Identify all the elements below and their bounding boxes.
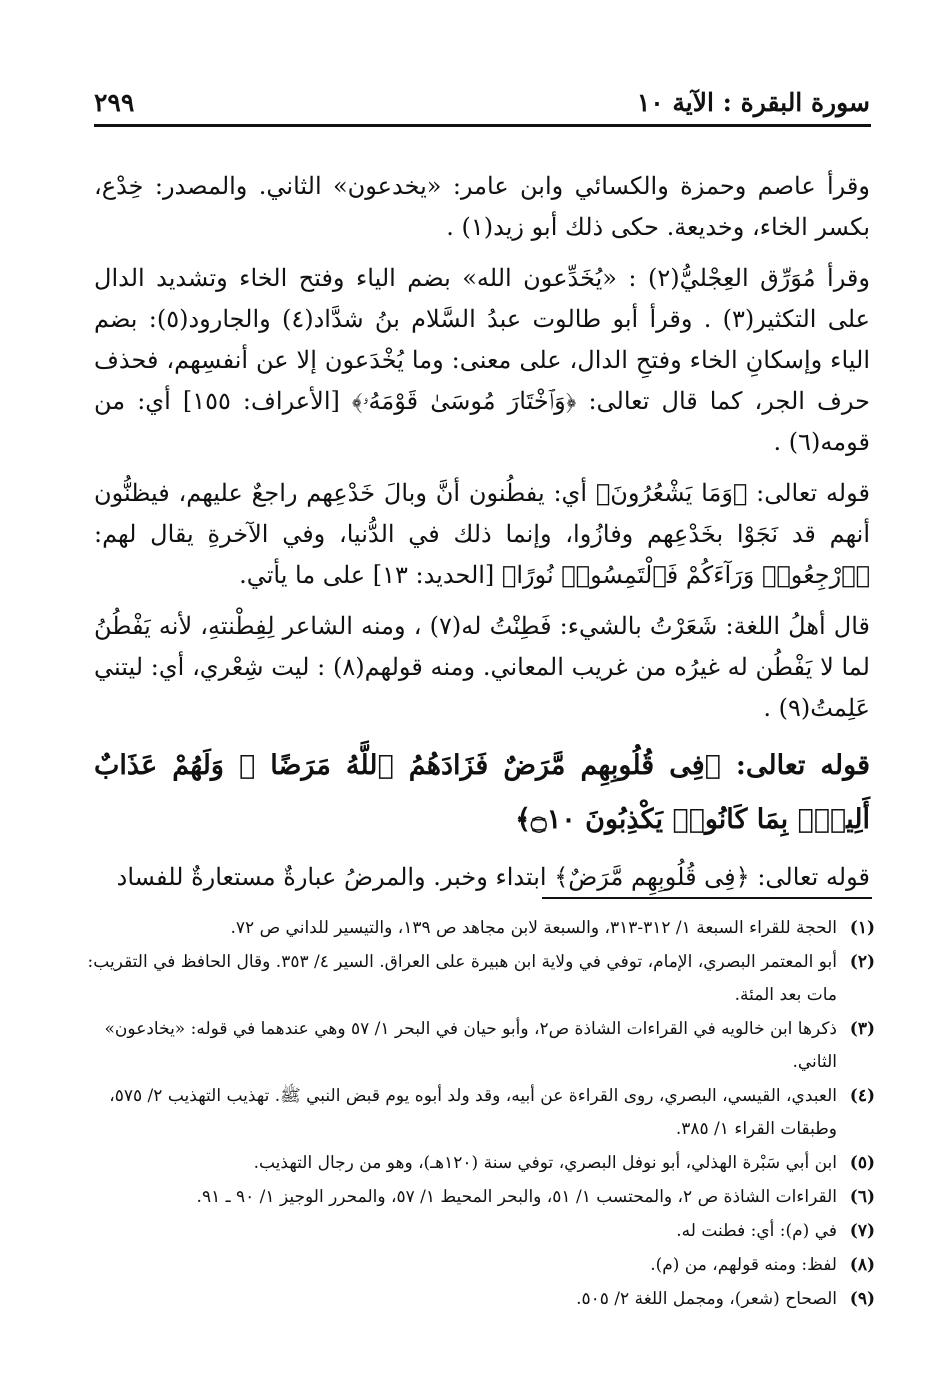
- page-number: ٢٩٩: [94, 88, 135, 117]
- header-divider: [94, 124, 871, 127]
- footnote-text: الحجة للقراء السبعة ١/ ٣١٢-٣١٣، والسبعة لابن مجاهد ص ١٣٩، والتيسير للداني ص ٧٢.: [230, 918, 837, 938]
- footnote-item: [75, 1283, 875, 1316]
- footnote-text: في (م): أي: فطنت له.: [676, 1221, 837, 1241]
- footnote-number: (٨): [849, 1255, 875, 1275]
- footnote-item: [75, 1013, 875, 1079]
- footnote-item: [75, 1080, 875, 1146]
- footnote-item: [75, 912, 875, 945]
- footnote-item: [75, 1147, 875, 1180]
- footnote-text: ذكرها ابن خالويه في القراءات الشاذة ص٢، وأبو حيان في البحر ١/ ٥٧ وهي عندهما في قوله: «يخادعون» الثاني.: [104, 1019, 837, 1072]
- footnote-text: الصحاح (شعر)، ومجمل اللغة ٢/ ٥٠٥.: [576, 1289, 837, 1309]
- verse-heading: قوله تعالى: ﴿فِى قُلُوبِهِم مَّرَضٌ فَزَادَهُمُ ٱللَّهُ مَرَضًا ۖ وَلَهُمْ عَذَابٌ أَلِيمٌۢ بِمَا كَانُوا۟ يَكْذِبُونَ ۝١٠﴾: [94, 750, 870, 835]
- paragraph-reading-asim: وقرأ عاصم وحمزة والكسائي وابن عامر: «يخدعون» الثاني. والمصدر: خِدْع، بكسر الخاء، وخديعة. حكى ذلك أبو زيد(١) .: [94, 172, 870, 241]
- footnote-text: العبدي، القيسي، البصري، روى القراءة عن أبيه، وقد ولد أبوه يوم قبض النبي ﷺ. تهذيب التهذيب ٢/ ٥٧٥، وطبقات القراء ١/ ٣٨٥.: [109, 1086, 837, 1139]
- paragraph-verse-commentary: قوله تعالى: ﴿فِى قُلُوبِهِم مَّرَضٌ﴾ ابتداء وخبر. والمرضُ عبارةٌ مستعارةٌ للفساد: [116, 863, 870, 891]
- footnote-number: (٦): [849, 1187, 875, 1207]
- header-sura-verse: سورة البقرة : الآية ١٠: [636, 88, 870, 117]
- footnote-item: [75, 1181, 875, 1214]
- footnote-text: ابن أبي سَبْرة الهذلي، أبو نوفل البصري، توفي سنة (١٢٠هـ)، وهو من رجال التهذيب.: [253, 1153, 837, 1173]
- footnotes: [75, 912, 875, 1317]
- footnote-number: (٣): [849, 1019, 875, 1039]
- paragraph-reading-muwarriq: وقرأ مُوَرِّق العِجْليُّ(٢) : «يُخَدِّعون الله» بضم الياء وفتح الخاء وتشديد الدال على التكثير(٣) . وقرأ أبو طالوت عبدُ السَّلام بنُ شدَّاد(٤) والجارود(٥): بضم الياء وإسكانِ الخاء وفتحِ الدال، على معنى: وما يُخْدَعون إلا عن أنفسِهم، فحذف حرف الجر، كما قال تعالى: ﴿وَٱخْتَارَ مُوسَىٰ قَوْمَهُۥ﴾ [الأعراف: ١٥٥] أي: من قومه(٦) .: [94, 264, 870, 456]
- running-header: [94, 88, 870, 124]
- footnote-item: [75, 946, 875, 1012]
- footnote-text: القراءات الشاذة ص ٢، والمحتسب ١/ ٥١، والبحر المحيط ١/ ٥٧، والمحرر الوجيز ١/ ٩٠ ـ ٩١.: [196, 1187, 837, 1207]
- footnote-item: [75, 1249, 875, 1282]
- footnote-divider: [542, 897, 872, 899]
- paragraph-wama-yashurun: قوله تعالى: ﴿وَمَا يَشْعُرُونَ﴾ أي: يفطُنون أنَّ وبالَ خَدْعِهم راجعٌ عليهم، فيظنُّون أنهم قد نَجَوْا بخَدْعِهم وفازُوا، وإنما ذلك في الدُّنيا، وفي الآخرةِ يقال لهم: ﴿ٱرْجِعُوا۟ وَرَآءَكُمْ فَٱلْتَمِسُوا۟ نُورًا﴾ [الحديد: ١٣] على ما يأتي.: [94, 479, 870, 589]
- footnote-number: (١): [849, 918, 875, 938]
- footnote-number: (٤): [849, 1086, 875, 1106]
- footnote-text: أبو المعتمر البصري، الإمام، توفي في ولاية ابن هبيرة على العراق. السير ٤/ ٣٥٣. وقال الحافظ في التقريب: مات بعد المئة.: [87, 952, 837, 1005]
- footnote-number: (٥): [849, 1153, 875, 1173]
- footnote-text: لفظ: ومنه قولهم، من (م).: [650, 1255, 837, 1275]
- footnote-number: (٩): [849, 1289, 875, 1309]
- paragraph-language-note: قال أهلُ اللغة: شَعَرْتُ بالشيء: فَطِنْتُ له(٧) ، ومنه الشاعر لِفِطْنتهِ، لأنه يَفْطُنُ لما لا يَفْطُن له غيرُه من غريب المعاني. ومنه قولهم(٨) : ليت شِعْري، أي: ليتني عَلِمتُ(٩) .: [94, 612, 871, 722]
- main-text: [94, 166, 870, 908]
- footnote-item: [75, 1215, 875, 1248]
- footnote-number: (٧): [849, 1221, 875, 1241]
- footnote-number: (٢): [849, 952, 875, 972]
